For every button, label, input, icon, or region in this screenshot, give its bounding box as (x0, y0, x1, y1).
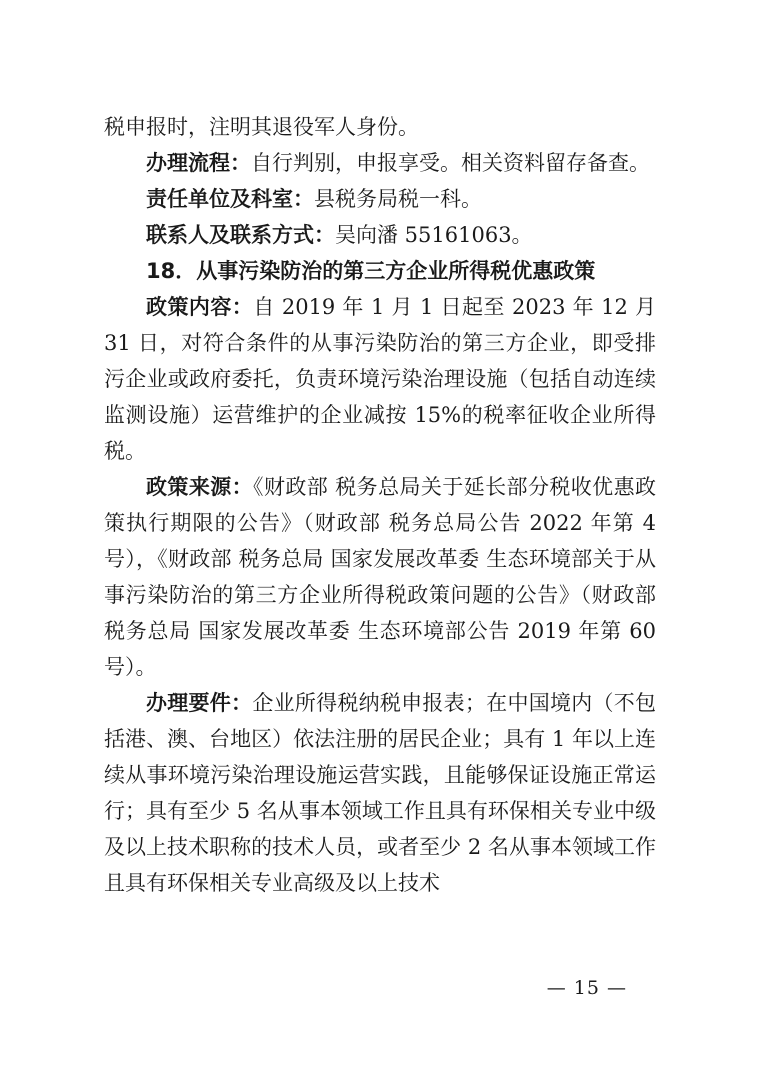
paragraph-contact (104, 217, 656, 253)
field-text: 自行判别，申报享受。相关资料留存备查。 (251, 151, 650, 175)
field-text: 县税务局税一科。 (314, 187, 482, 211)
paragraph-continued (104, 109, 656, 145)
field-text: 吴向潘 55161063。 (335, 223, 533, 247)
paragraph-policy-content (104, 289, 656, 469)
paragraph-policy-source (104, 469, 656, 685)
page-number: — 15 — (546, 977, 627, 999)
field-text: 《财政部 税务总局关于延长部分税收优惠政策执行期限的公告》（财政部 税务总局公告 2022 年第 4 号），《财政部 税务总局 国家发展改革委 生态环境部关于从事污染防治的第三方企业所得税政策问题的公告》（财政部 税务总局 国家发展改革委 生态环境部公告 2019 年第 60 号）。 (104, 475, 656, 679)
field-label: 办理流程： (146, 151, 251, 175)
field-text: 企业所得税纳税申报表；在中国境内（不包括港、澳、台地区）依法注册的居民企业；具有 1 年以上连续从事环境污染治理设施运营实践，且能够保证设施正常运行；具有至少 5 名从事本领域工作且具有环保相关专业中级及以上技术职称的技术人员，或者至少 2 名从事本领域工作且具有环保相关专业高级及以上技术 (104, 691, 657, 895)
paragraph-responsible-unit (104, 181, 656, 217)
section-title: 18．从事污染防治的第三方企业所得税优惠政策 (146, 259, 596, 283)
field-text: 自 2019 年 1 月 1 日起至 2023 年 12 月 31 日，对符合条件的从事污染防治的第三方企业，即受排污企业或政府委托，负责环境污染治理设施（包括自动连续监测设施）运营维护的企业减按 15%的税率征收企业所得税。 (104, 295, 657, 463)
field-label: 政策内容： (146, 295, 254, 319)
paragraph-requirements (104, 685, 656, 901)
document-body (104, 109, 656, 901)
field-label: 责任单位及科室： (146, 187, 314, 211)
field-label: 联系人及联系方式： (146, 223, 335, 247)
paragraph-text: 税申报时，注明其退役军人身份。 (104, 115, 419, 139)
paragraph-process (104, 145, 656, 181)
field-label: 办理要件： (146, 691, 253, 715)
field-label: 政策来源： (146, 475, 254, 499)
